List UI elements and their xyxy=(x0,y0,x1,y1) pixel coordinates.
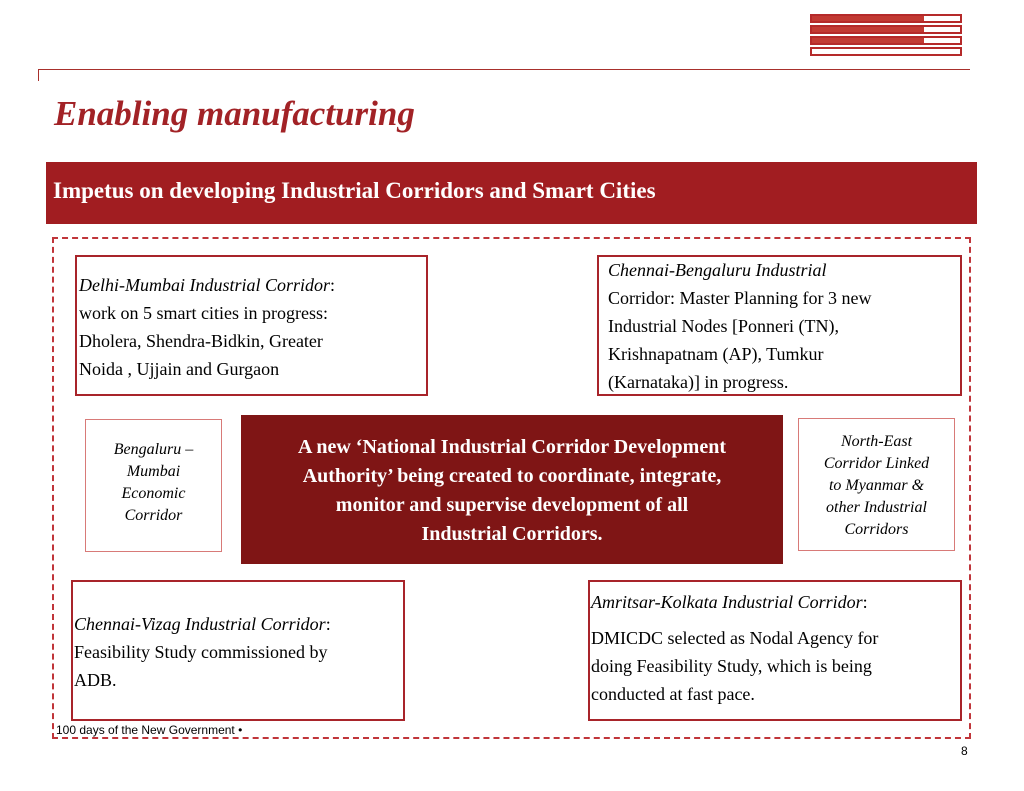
logo-bar-1 xyxy=(810,14,962,23)
north-east-box xyxy=(798,418,955,551)
header-rule xyxy=(38,69,970,70)
chennai-bengaluru-line-3: Industrial Nodes [Ponneri (TN), xyxy=(608,316,839,336)
chennai-vizag-line-1: Chennai-Vizag Industrial Corridor: xyxy=(74,614,331,634)
amritsar-kolkata-corridor-name: Amritsar-Kolkata Industrial Corridor xyxy=(591,592,863,612)
amritsar-kolkata-line-1: Amritsar-Kolkata Industrial Corridor: xyxy=(591,592,868,612)
north-east-line-4: other Industrial xyxy=(826,499,927,516)
bengaluru-mumbai-line-3: Economic xyxy=(121,485,186,502)
header-rule-tick xyxy=(38,69,39,81)
bengaluru-mumbai-line-1: Bengaluru – xyxy=(113,441,194,458)
logo-bar-3 xyxy=(810,36,962,45)
chennai-vizag-box xyxy=(71,580,405,721)
chennai-bengaluru-line-2: Corridor: Master Planning for 3 new xyxy=(608,288,872,308)
national-authority-line-2: Authority’ being created to coordinate, integrate, xyxy=(302,465,722,487)
banner-heading: Impetus on developing Industrial Corridors and Smart Cities xyxy=(53,178,656,203)
bengaluru-mumbai-box xyxy=(85,419,222,552)
delhi-mumbai-corridor-name: Delhi-Mumbai Industrial Corridor xyxy=(79,275,331,295)
slide-title: Enabling manufacturing xyxy=(54,94,415,133)
bengaluru-mumbai-line-2: Mumbai xyxy=(126,463,181,480)
delhi-mumbai-line-4: Noida , Ujjain and Gurgaon xyxy=(79,359,280,379)
national-authority-line-1: A new ‘National Industrial Corridor Development xyxy=(298,436,726,458)
north-east-line-3: to Myanmar & xyxy=(828,477,925,494)
chennai-vizag-line-2: Feasibility Study commissioned by xyxy=(74,642,328,662)
amritsar-kolkata-line-3: doing Feasibility Study, which is being xyxy=(591,656,872,676)
section-banner xyxy=(46,162,977,224)
north-east-line-2: Corridor Linked xyxy=(823,455,930,472)
north-east-line-1: North-East xyxy=(840,433,913,450)
delhi-mumbai-line-2: work on 5 smart cities in progress: xyxy=(79,303,328,323)
page-number: 8 xyxy=(961,744,968,758)
logo-bar-2 xyxy=(810,25,962,34)
delhi-mumbai-box xyxy=(75,255,428,396)
chennai-vizag-line-3: ADB. xyxy=(74,670,117,690)
chennai-bengaluru-line-5: (Karnataka)] in progress. xyxy=(608,372,789,392)
pwc-logo xyxy=(810,14,964,56)
chennai-vizag-corridor-name: Chennai-Vizag Industrial Corridor xyxy=(74,614,326,634)
footer-text: 100 days of the New Government • xyxy=(56,723,243,737)
delhi-mumbai-line-1: Delhi-Mumbai Industrial Corridor: xyxy=(79,275,336,295)
national-authority-box xyxy=(241,415,783,564)
bengaluru-mumbai-line-4: Corridor xyxy=(124,507,183,524)
delhi-mumbai-line-3: Dholera, Shendra-Bidkin, Greater xyxy=(79,331,323,351)
chennai-bengaluru-corridor-name: Chennai-Bengaluru Industrial xyxy=(608,260,827,280)
logo-bar-4 xyxy=(810,47,962,56)
amritsar-kolkata-box xyxy=(588,580,962,721)
amritsar-kolkata-line-4: conducted at fast pace. xyxy=(591,684,755,704)
chennai-bengaluru-box xyxy=(597,255,962,396)
north-east-line-5: Corridors xyxy=(844,521,909,538)
amritsar-kolkata-line-2: DMICDC selected as Nodal Agency for xyxy=(591,628,879,648)
national-authority-line-4: Industrial Corridors. xyxy=(421,523,603,545)
national-authority-line-3: monitor and supervise development of all xyxy=(335,494,689,516)
chennai-bengaluru-line-4: Krishnapatnam (AP), Tumkur xyxy=(608,344,824,364)
